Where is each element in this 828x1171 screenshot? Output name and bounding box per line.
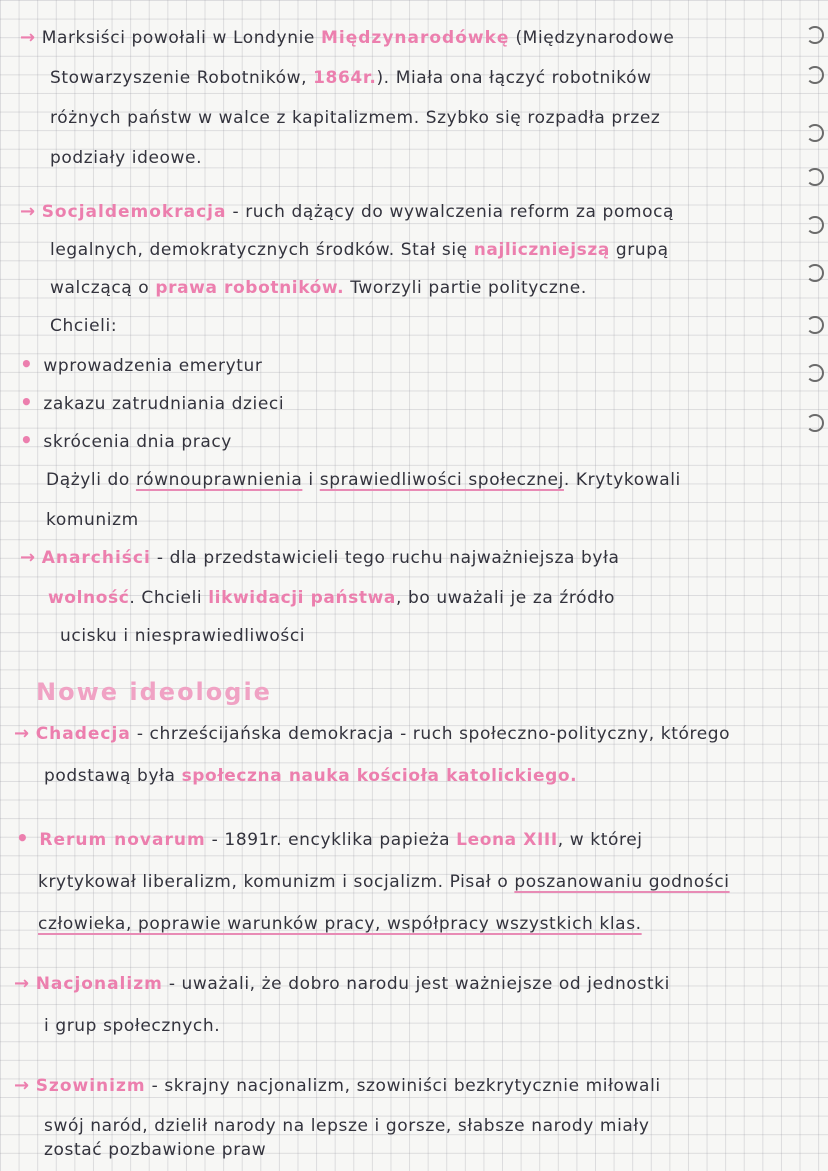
bullet-icon: • <box>20 428 34 452</box>
note-line <box>20 26 674 50</box>
spiral-ring <box>806 26 824 44</box>
term: Socjaldemokracja <box>41 202 227 222</box>
note-line <box>50 276 587 300</box>
term: Anarchiści <box>41 548 151 568</box>
arrow-icon: → <box>20 547 36 568</box>
note-line: komunizm <box>46 510 139 530</box>
note-line <box>20 546 620 570</box>
text: . Krytykowali <box>563 470 681 490</box>
note-line: różnych państw w walce z kapitalizmem. Szybko się rozpadła przez <box>50 108 661 128</box>
note-line <box>50 66 652 90</box>
text: , bo uważali je za źródło <box>395 588 615 608</box>
spiral-ring <box>806 264 824 282</box>
note-line: podziały ideowe. <box>50 148 203 168</box>
note-line: i grup społecznych. <box>44 1016 221 1036</box>
bullet-icon: • <box>16 826 30 850</box>
arrow-icon: → <box>20 201 36 222</box>
underlined-text: sprawiedliwości społecznej <box>319 470 564 490</box>
list-item <box>20 352 262 378</box>
highlight: 1864r. <box>313 68 377 88</box>
note-line <box>14 1074 661 1098</box>
text: - skrajny nacjonalizm, szowiniści bezkrytycznie miłowali <box>145 1076 661 1096</box>
term: Nacjonalizm <box>35 974 163 994</box>
list-item <box>20 428 232 454</box>
note-line: człowieka, poprawie warunków pracy, współpracy wszystkich klas. <box>38 914 642 934</box>
note-line <box>14 722 730 746</box>
text: - ruch dążący do wywalczenia reform za pomocą <box>226 202 675 222</box>
bullet-icon: • <box>20 390 34 414</box>
text: - chrześcijańska demokracja - ruch społeczno-polityczny, którego <box>130 724 731 744</box>
highlight: Międzynarodówkę <box>320 28 510 48</box>
underlined-text: poszanowaniu godności <box>514 872 730 892</box>
bullet-icon: • <box>20 352 34 376</box>
text: . Chcieli <box>129 588 209 608</box>
text: skrócenia dnia pracy <box>43 432 232 452</box>
term: Chadecja <box>35 724 131 744</box>
underlined-text: równouprawnienia <box>135 470 303 490</box>
note-line: zostać pozbawione praw <box>44 1140 267 1160</box>
note-line <box>38 870 730 894</box>
text: i <box>302 470 320 490</box>
term: Rerum novarum <box>39 830 206 850</box>
note-line <box>46 468 681 492</box>
list-item <box>16 826 643 852</box>
text: legalnych, demokratycznych środków. Stał się <box>50 240 474 260</box>
highlight: prawa robotników. <box>155 278 345 298</box>
text: krytykował liberalizm, komunizm i socjalizm. Pisał o <box>38 872 515 892</box>
text: walczącą o <box>50 278 156 298</box>
term: Szowinizm <box>35 1076 146 1096</box>
arrow-icon: → <box>14 973 30 994</box>
text: Tworzyli partie polityczne. <box>344 278 587 298</box>
section-heading: Nowe ideologie <box>36 678 272 706</box>
text: podstawą była <box>44 766 182 786</box>
spiral-ring <box>806 316 824 334</box>
list-item <box>20 390 284 416</box>
spiral-ring <box>806 124 824 142</box>
note-line <box>48 586 615 610</box>
arrow-icon: → <box>14 723 30 744</box>
note-line <box>44 764 577 788</box>
highlight: społeczna nauka kościoła katolickiego. <box>181 766 578 786</box>
note-line <box>20 200 674 224</box>
text: , w której <box>557 830 643 850</box>
note-line: Chcieli: <box>50 316 118 336</box>
arrow-icon: → <box>14 1075 30 1096</box>
arrow-icon: → <box>20 27 36 48</box>
text: - dla przedstawicieli tego ruchu najważniejsza była <box>150 548 620 568</box>
text: Dążyli do <box>46 470 136 490</box>
spiral-ring <box>806 364 824 382</box>
highlight: najliczniejszą <box>473 240 610 260</box>
text: (Międzynarodowe <box>509 28 675 48</box>
highlight: wolność <box>48 588 130 608</box>
text: - 1891r. encyklika papieża <box>205 830 457 850</box>
note-line: swój naród, dzielił narody na lepsze i gorsze, słabsze narody miały <box>44 1116 650 1136</box>
text: Marksiści powołali w Londynie <box>41 28 321 48</box>
spiral-ring <box>806 168 824 186</box>
text: zakazu zatrudniania dzieci <box>43 394 285 414</box>
text: wprowadzenia emerytur <box>43 356 263 376</box>
text: - uważali, że dobro narodu jest ważniejsze od jednostki <box>162 974 670 994</box>
note-line <box>14 972 670 996</box>
note-line <box>50 238 669 262</box>
spiral-ring <box>806 66 824 84</box>
text: ). Miała ona łączyć robotników <box>376 68 652 88</box>
highlight: Leona XIII <box>456 830 558 850</box>
text: grupą <box>609 240 669 260</box>
spiral-ring <box>806 414 824 432</box>
note-line: ucisku i niesprawiedliwości <box>60 626 306 646</box>
highlight: likwidacji państwa <box>208 588 396 608</box>
text: Stowarzyszenie Robotników, <box>50 68 314 88</box>
spiral-ring <box>806 216 824 234</box>
